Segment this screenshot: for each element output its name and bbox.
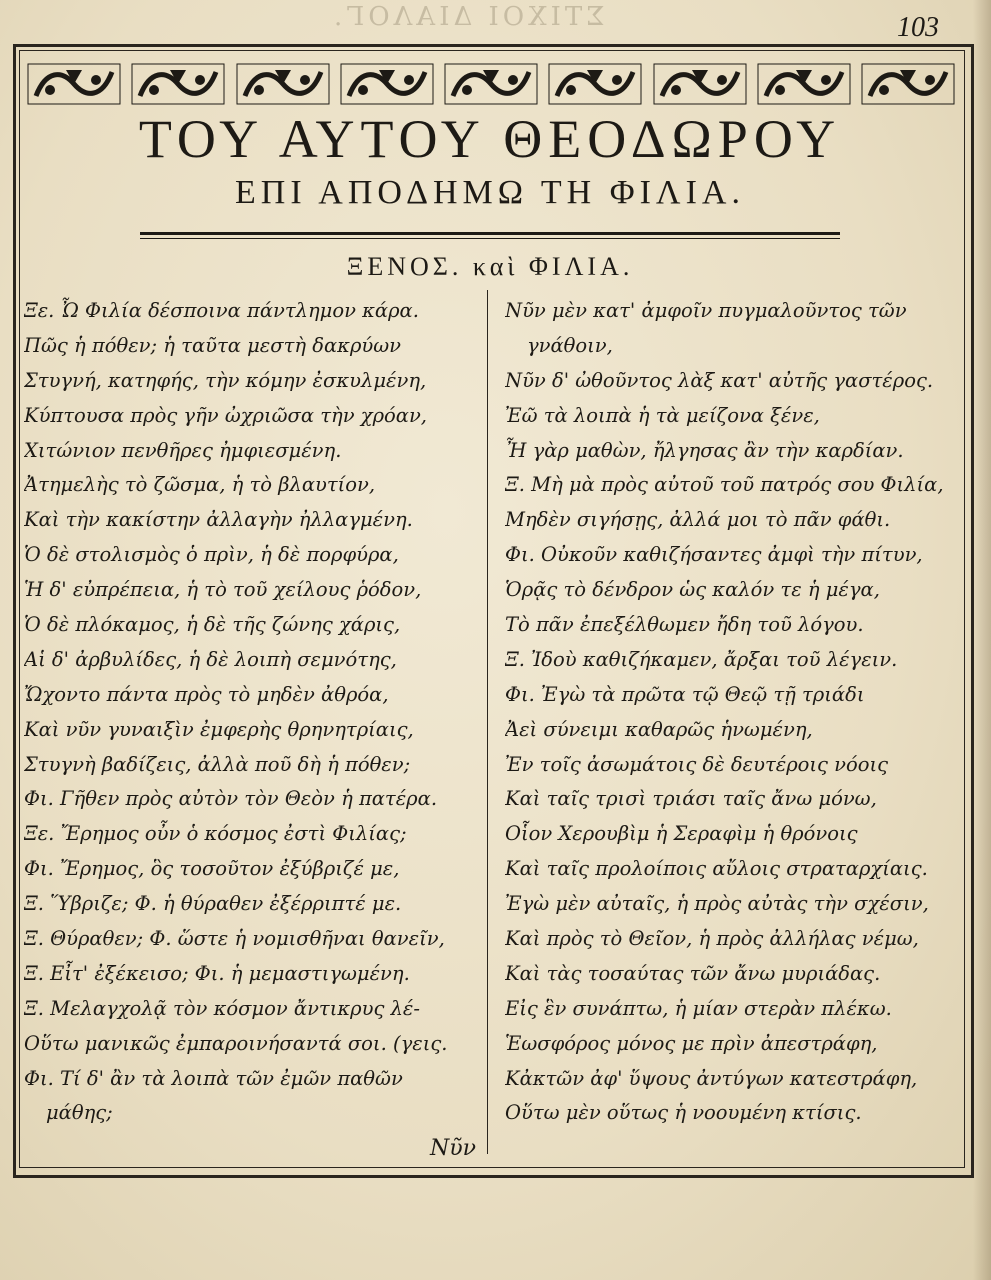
verse-line: Νῦν μὲν κατ' ἀμφοῖν πυγμαλοῦντος τῶν xyxy=(505,299,907,322)
verse-line: Μηδὲν σιγήσῃς, ἀλλά μοι τὸ πᾶν φάθι. xyxy=(505,508,891,532)
verse-line: Ξ. Ὕβριζε; Φ. ἡ θύραθεν ἐξέρριπτέ με. xyxy=(24,892,402,916)
verse-line: Ξ. Μελαγχολᾷ τὸν κόσμον ἄντικρυς λέ- xyxy=(24,996,420,1020)
verse-line: Ἑωσφόρος μόνος με πρὶν ἀπεστράφη, xyxy=(505,1031,878,1055)
dialogue-heading: ΞΕΝΟΣ. καὶ ΦΙΛΙΑ. xyxy=(346,252,634,281)
floral-ornament-icon xyxy=(652,60,748,108)
title-rule-thin xyxy=(140,238,840,239)
verse-line: μάθης; xyxy=(46,1101,113,1125)
floral-ornament-icon xyxy=(130,60,226,108)
verse-line: Ξε. Ἔρημος οὖν ὁ κόσμος ἐστὶ Φιλίας; xyxy=(24,822,407,846)
verse-line: Χιτώνιον πενθῆρες ἠμφιεσμένη. xyxy=(24,438,342,462)
verse-line: Ὁ δὲ στολισμὸς ὁ πρὶν, ἡ δὲ πορφύρα, xyxy=(24,543,399,567)
verse-line: Καὶ νῦν γυναιξὶν ἐμφερὴς θρηνητρίαις, xyxy=(24,717,414,741)
verse-line: Ὁρᾷς τὸ δένδρον ὡς καλόν τε ἡ μέγα, xyxy=(505,578,880,602)
verse-line: Φι. Γῆθεν πρὸς αὐτὸν τὸν Θεὸν ἡ πατέρα. xyxy=(24,787,438,811)
verse-line: γνάθοιν, xyxy=(527,333,613,357)
verse-line: Καὶ πρὸς τὸ Θεῖον, ἡ πρὸς ἀλλήλας νέμω, xyxy=(505,927,919,951)
floral-ornament-icon xyxy=(443,60,539,108)
verse-line: Ἐγὼ μὲν αὐταῖς, ἡ πρὸς αὐτὰς τὴν σχέσιν, xyxy=(505,892,929,916)
verse-line: Φι. Ἐγὼ τὰ πρῶτα τῷ Θεῷ τῇ τριάδι xyxy=(505,682,865,706)
left-column xyxy=(24,294,479,1131)
verse-line: Ἦ γὰρ μαθὼν, ἤλγησας ἂν τὴν καρδίαν. xyxy=(505,438,904,462)
verse-line: Ἡ δ' εὐπρέπεια, ἡ τὸ τοῦ χείλους ῥόδον, xyxy=(24,578,422,602)
verse-line: Νῦν δ' ὠθοῦντος λὰξ κατ' αὐτῆς γαστέρος. xyxy=(505,368,934,392)
page-subtitle: ΕΠΙ ΑΠΟΔΗΜΩ ΤΗ ΦΙΛΙΑ. xyxy=(235,174,745,211)
verse-line: Εἰς ἓν συνάπτω, ἡ μίαν στερὰν πλέκω. xyxy=(505,996,892,1020)
verse-line: Ξ. Θύραθεν; Φ. ὥστε ἡ νομισθῆναι θανεῖν, xyxy=(24,927,445,951)
page-fold-shadow xyxy=(973,0,991,1280)
verse-line: Φι. Οὐκοῦν καθιζήσαντες ἀμφὶ τὴν πίτυν, xyxy=(505,543,923,567)
verse-line: Πῶς ἡ πόθεν; ἡ ταῦτα μεστὴ δακρύων xyxy=(24,333,402,357)
verse-line: Καὶ τὰς τοσαύτας τῶν ἄνω μυριάδας. xyxy=(505,961,881,985)
verse-line: Ξε. Ὦ Φιλία δέσποινα πάντλημον κάρα. xyxy=(24,299,419,322)
floral-ornament-icon xyxy=(339,60,435,108)
verse-line: Φι. Ἔρημος, ὃς τοσοῦτον ἐξύβριζέ με, xyxy=(24,857,400,881)
verse-line: Φι. Τί δ' ἂν τὰ λοιπὰ τῶν ἐμῶν παθῶν xyxy=(24,1066,403,1090)
verse-line: Ὁ δὲ πλόκαμος, ἡ δὲ τῆς ζώνης χάρις, xyxy=(24,613,401,637)
verse-line: Στυγνὴ βαδίζεις, ἀλλὰ ποῦ δὴ ἡ πόθεν; xyxy=(24,752,411,776)
verse-line: Καὶ τὴν κακίστην ἀλλαγὴν ἠλλαγμένη. xyxy=(24,508,413,532)
floral-ornament-icon xyxy=(547,60,643,108)
verse-line: Ξ. Ἰδοὺ καθιζήκαμεν, ἄρξαι τοῦ λέγειν. xyxy=(505,647,898,671)
verse-line: Ἐν τοῖς ἀσωμάτοις δὲ δευτέροις νόοις xyxy=(505,752,889,776)
verse-line: Καὶ ταῖς προλοίποις αὔλοις στραταρχίαις. xyxy=(505,857,928,881)
page-number: 103 xyxy=(897,12,939,43)
floral-ornament-icon xyxy=(235,60,331,108)
verse-line: Ἀτημελὴς τὸ ζῶσμα, ἡ τὸ βλαυτίον, xyxy=(24,473,376,497)
verse-line: Αἱ δ' ἀρβυλίδες, ἡ δὲ λοιπὴ σεμνότης, xyxy=(24,647,397,671)
verse-line: Στυγνή, κατηφής, τὴν κόμην ἐσκυλμένη, xyxy=(24,368,427,392)
verse-line: Καὶ ταῖς τρισὶ τριάσι ταῖς ἄνω μόνω, xyxy=(505,787,877,811)
bleed-through-text: ΣΤΙΧΟΙ ΔΙΑΛΟΓ. xyxy=(330,2,605,32)
title-rule xyxy=(140,232,840,235)
column-divider xyxy=(487,290,488,1154)
verse-line: Οὕτω μανικῶς ἐμπαροινήσαντά σοι. (γεις. xyxy=(24,1031,448,1055)
right-column xyxy=(505,294,957,1131)
catchword: Νῦν xyxy=(430,1136,476,1161)
verse-line: Τὸ πᾶν ἐπεξέλθωμεν ἤδη τοῦ λόγου. xyxy=(505,613,864,637)
verse-line: Οἷον Χερουβὶμ ἡ Σεραφὶμ ἡ θρόνοις xyxy=(505,822,858,846)
verse-line: Ξ. Εἶτ' ἐξέκεισο; Φι. ἡ μεμαστιγωμένη. xyxy=(24,961,410,985)
page-title: ΤΟΥ ΑΥΤΟΥ ΘΕΟΔΩΡΟΥ xyxy=(138,109,842,169)
verse-line: Ξ. Μὴ μὰ πρὸς αὐτοῦ τοῦ πατρός σου Φιλία, xyxy=(505,473,944,497)
ornament-band xyxy=(26,58,956,110)
verse-line: Ὤχοντο πάντα πρὸς τὸ μηδὲν ἀθρόα, xyxy=(24,682,389,706)
verse-line: Οὕτω μὲν οὕτως ἡ νοουμένη κτίσις. xyxy=(505,1101,862,1125)
verse-line: Ἀεὶ σύνειμι καθαρῶς ἡνωμένη, xyxy=(505,717,813,741)
verse-line: Κύπτουσα πρὸς γῆν ὠχριῶσα τὴν χρόαν, xyxy=(24,403,427,427)
floral-ornament-icon xyxy=(26,60,122,108)
floral-ornament-icon xyxy=(756,60,852,108)
verse-line: Κἀκτῶν ἀφ' ὕψους ἀντύγων κατεστράφη, xyxy=(505,1066,918,1090)
floral-ornament-icon xyxy=(860,60,956,108)
verse-line: Ἐῶ τὰ λοιπὰ ἡ τὰ μείζονα ξένε, xyxy=(505,403,820,427)
